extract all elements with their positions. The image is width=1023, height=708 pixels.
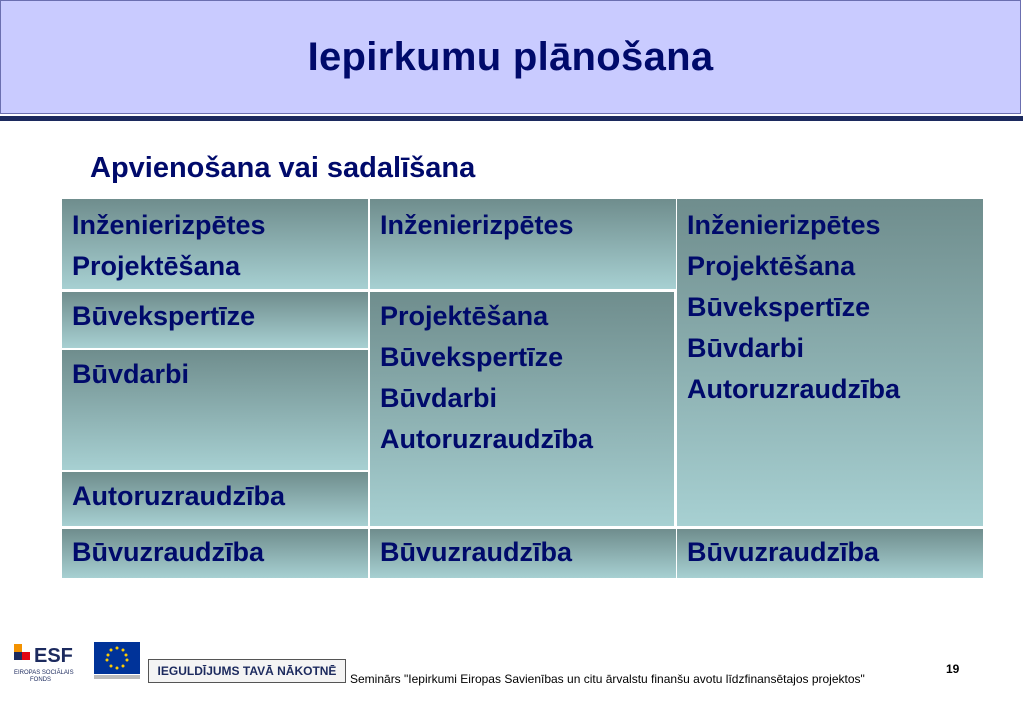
cell-line: Autoruzraudzība [687, 374, 900, 404]
col1-inzenierizpetes-cell [62, 199, 368, 289]
eu-flag-icon [94, 642, 140, 680]
col1-autoruzraudziba-cell [62, 472, 368, 526]
esf-logo-text: ESF [34, 645, 73, 667]
col2-buvuzraudziba-cell [370, 529, 676, 578]
cell-line: Būvekspertīze [72, 301, 256, 331]
col1-buvdarbi-cell [62, 350, 368, 470]
svg-text:EIROPAS SOCIĀLAIS: EIROPAS SOCIĀLAIS [14, 670, 74, 676]
cell-line: Būvuzraudzība [72, 537, 265, 567]
cell-line: Būvuzraudzība [687, 537, 880, 567]
cell-line: Autoruzraudzība [380, 424, 593, 454]
col3-combined-cell [677, 199, 983, 526]
col2-inzenierizpetes-cell [370, 199, 676, 289]
cell-line: Inženierizpētes [687, 210, 881, 240]
col1-buvuzraudziba-cell [62, 529, 368, 578]
footer-caption: Seminārs "Iepirkumi Eiropas Savienības un citu ārvalstu finanšu avotu līdzfinansētajos projektos" [350, 672, 865, 686]
page-title: Iepirkumu plānošana [307, 34, 714, 79]
subtitle: Apvienošana vai sadalīšana [90, 152, 476, 184]
cell-line: Projektēšana [380, 301, 549, 331]
cell-line: Būvekspertīze [380, 342, 564, 372]
esf-logo [12, 640, 78, 686]
col3-buvuzraudziba-cell [677, 529, 983, 578]
page-number: 19 [946, 662, 960, 676]
cell-line: Inženierizpētes [380, 210, 574, 240]
svg-text:FONDS: FONDS [30, 677, 51, 683]
cell-line: Būvdarbi [687, 333, 805, 363]
cell-line: Būvdarbi [72, 359, 190, 389]
cell-line: Projektēšana [72, 251, 241, 281]
col2-combined-cell [370, 292, 674, 526]
cell-line: Inženierizpētes [72, 210, 266, 240]
title-bar [0, 0, 1021, 114]
col1-buvekspertize-cell [62, 292, 368, 348]
cell-line: Projektēšana [687, 251, 856, 281]
cell-line: Būvuzraudzība [380, 537, 573, 567]
cell-line: Autoruzraudzība [72, 481, 285, 511]
invest-banner: IEGULDĪJUMS TAVĀ NĀKOTNĒ [148, 659, 346, 683]
cell-line: Būvekspertīze [687, 292, 871, 322]
title-divider [0, 116, 1023, 121]
cell-line: Būvdarbi [380, 383, 498, 413]
